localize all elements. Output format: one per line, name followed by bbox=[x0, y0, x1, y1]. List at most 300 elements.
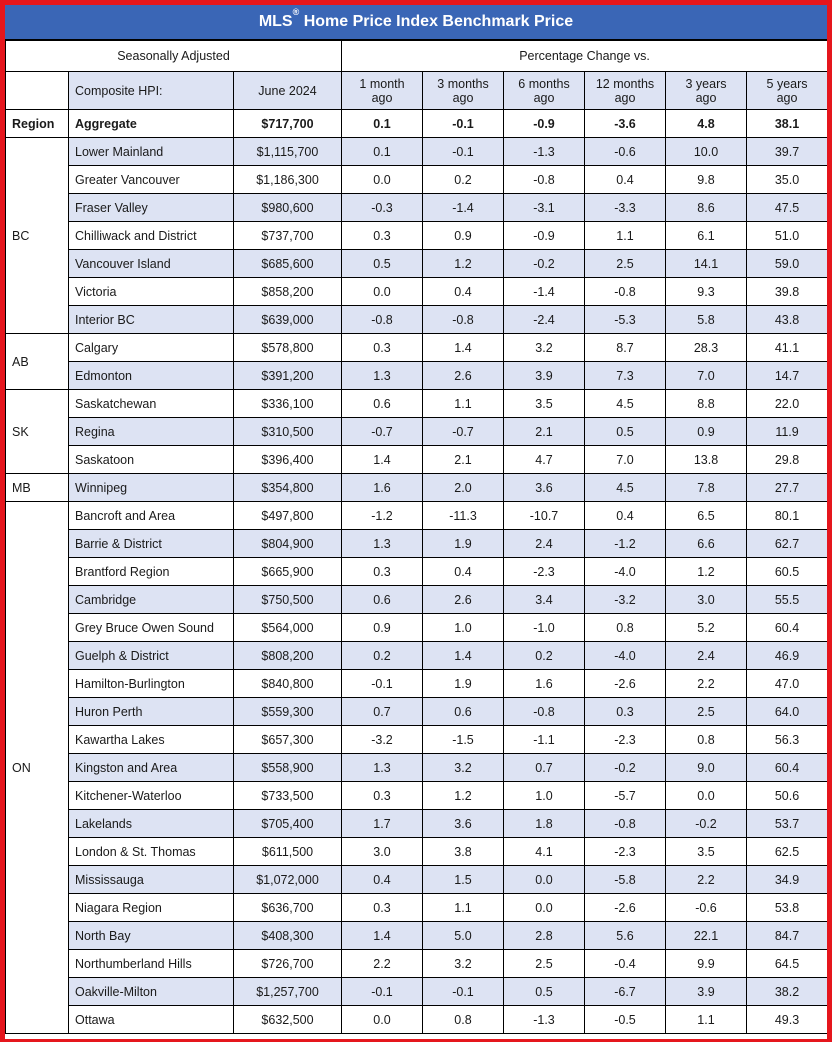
aggregate-y3: 4.8 bbox=[666, 110, 747, 138]
table-row bbox=[6, 698, 828, 726]
col-12-months: 12 months ago bbox=[585, 72, 666, 110]
cell-m6: -0.9 bbox=[504, 222, 585, 250]
cell-m3: 1.2 bbox=[423, 250, 504, 278]
cell-m12: 5.6 bbox=[585, 922, 666, 950]
cell-y3: 5.2 bbox=[666, 614, 747, 642]
cell-m12: -3.2 bbox=[585, 586, 666, 614]
table-row bbox=[6, 754, 828, 782]
area-name: Lower Mainland bbox=[69, 138, 234, 166]
cell-m12: 0.4 bbox=[585, 166, 666, 194]
registered-mark: ® bbox=[292, 7, 300, 17]
cell-m3: 2.1 bbox=[423, 446, 504, 474]
cell-m6: 2.8 bbox=[504, 922, 585, 950]
cell-y5: 41.1 bbox=[747, 334, 828, 362]
area-name: Oakville-Milton bbox=[69, 978, 234, 1006]
area-name: Kawartha Lakes bbox=[69, 726, 234, 754]
table-row bbox=[6, 726, 828, 754]
cell-m3: 0.4 bbox=[423, 278, 504, 306]
cell-m12: 0.8 bbox=[585, 614, 666, 642]
cell-m6: 3.2 bbox=[504, 334, 585, 362]
area-name: Calgary bbox=[69, 334, 234, 362]
region-cell: AB bbox=[6, 334, 69, 390]
cell-m12: -5.3 bbox=[585, 306, 666, 334]
aggregate-m12: -3.6 bbox=[585, 110, 666, 138]
cell-m12: -5.8 bbox=[585, 866, 666, 894]
cell-price: $726,700 bbox=[234, 950, 342, 978]
cell-m12: 4.5 bbox=[585, 474, 666, 502]
cell-m6: 3.6 bbox=[504, 474, 585, 502]
cell-y3: 9.9 bbox=[666, 950, 747, 978]
cell-y3: 7.0 bbox=[666, 362, 747, 390]
table-row bbox=[6, 222, 828, 250]
header-row-1 bbox=[6, 41, 828, 72]
cell-m12: 4.5 bbox=[585, 390, 666, 418]
cell-price: $632,500 bbox=[234, 1006, 342, 1034]
cell-m1: -0.1 bbox=[342, 978, 423, 1006]
aggregate-price: $717,700 bbox=[234, 110, 342, 138]
table-row bbox=[6, 390, 828, 418]
cell-m1: 1.3 bbox=[342, 754, 423, 782]
col-6-months: 6 months ago bbox=[504, 72, 585, 110]
table-row bbox=[6, 418, 828, 446]
cell-m3: 1.1 bbox=[423, 894, 504, 922]
cell-m12: 2.5 bbox=[585, 250, 666, 278]
cell-m3: 1.9 bbox=[423, 530, 504, 558]
cell-m12: -3.3 bbox=[585, 194, 666, 222]
aggregate-name: Aggregate bbox=[69, 110, 234, 138]
cell-y5: 38.2 bbox=[747, 978, 828, 1006]
cell-y3: 6.6 bbox=[666, 530, 747, 558]
cell-m3: -0.1 bbox=[423, 978, 504, 1006]
cell-m3: 0.6 bbox=[423, 698, 504, 726]
cell-y3: 14.1 bbox=[666, 250, 747, 278]
area-name: Winnipeg bbox=[69, 474, 234, 502]
cell-m1: -0.7 bbox=[342, 418, 423, 446]
col-5-years: 5 years ago bbox=[747, 72, 828, 110]
table-row bbox=[6, 838, 828, 866]
cell-m3: 0.8 bbox=[423, 1006, 504, 1034]
cell-m3: 1.5 bbox=[423, 866, 504, 894]
cell-m12: 0.3 bbox=[585, 698, 666, 726]
cell-y3: 8.8 bbox=[666, 390, 747, 418]
cell-m3: 1.0 bbox=[423, 614, 504, 642]
area-name: Chilliwack and District bbox=[69, 222, 234, 250]
cell-m12: -4.0 bbox=[585, 642, 666, 670]
area-name: Northumberland Hills bbox=[69, 950, 234, 978]
cell-price: $685,600 bbox=[234, 250, 342, 278]
cell-y3: 7.8 bbox=[666, 474, 747, 502]
table-row bbox=[6, 530, 828, 558]
cell-price: $310,500 bbox=[234, 418, 342, 446]
cell-y3: 2.5 bbox=[666, 698, 747, 726]
cell-m1: 0.0 bbox=[342, 166, 423, 194]
cell-y3: 22.1 bbox=[666, 922, 747, 950]
cell-m3: 3.2 bbox=[423, 950, 504, 978]
cell-m6: -1.3 bbox=[504, 1006, 585, 1034]
table-row bbox=[6, 278, 828, 306]
cell-m3: 1.4 bbox=[423, 334, 504, 362]
header-row-2 bbox=[6, 72, 828, 110]
col-3-years: 3 years ago bbox=[666, 72, 747, 110]
cell-price: $578,800 bbox=[234, 334, 342, 362]
cell-price: $1,072,000 bbox=[234, 866, 342, 894]
cell-m6: 0.2 bbox=[504, 642, 585, 670]
cell-m1: 0.0 bbox=[342, 1006, 423, 1034]
cell-price: $639,000 bbox=[234, 306, 342, 334]
cell-y3: 3.5 bbox=[666, 838, 747, 866]
title-text-rest: Home Price Index Benchmark Price bbox=[299, 13, 574, 30]
cell-price: $657,300 bbox=[234, 726, 342, 754]
cell-price: $808,200 bbox=[234, 642, 342, 670]
cell-m3: 2.6 bbox=[423, 586, 504, 614]
cell-m12: -2.3 bbox=[585, 838, 666, 866]
area-name: Mississauga bbox=[69, 866, 234, 894]
cell-m3: 3.2 bbox=[423, 754, 504, 782]
cell-m6: -10.7 bbox=[504, 502, 585, 530]
cell-price: $636,700 bbox=[234, 894, 342, 922]
cell-y5: 64.5 bbox=[747, 950, 828, 978]
cell-y3: 9.0 bbox=[666, 754, 747, 782]
cell-m6: 1.6 bbox=[504, 670, 585, 698]
area-name: Edmonton bbox=[69, 362, 234, 390]
cell-y5: 47.0 bbox=[747, 670, 828, 698]
cell-price: $733,500 bbox=[234, 782, 342, 810]
cell-m1: 0.2 bbox=[342, 642, 423, 670]
cell-y5: 84.7 bbox=[747, 922, 828, 950]
cell-price: $840,800 bbox=[234, 670, 342, 698]
cell-m3: -1.4 bbox=[423, 194, 504, 222]
cell-m1: 0.4 bbox=[342, 866, 423, 894]
area-name: Saskatchewan bbox=[69, 390, 234, 418]
cell-m1: 0.0 bbox=[342, 278, 423, 306]
cell-m6: -0.2 bbox=[504, 250, 585, 278]
area-name: Kitchener-Waterloo bbox=[69, 782, 234, 810]
cell-m6: 2.5 bbox=[504, 950, 585, 978]
cell-m1: -0.1 bbox=[342, 670, 423, 698]
cell-m3: 3.6 bbox=[423, 810, 504, 838]
table-row bbox=[6, 250, 828, 278]
seasonally-adjusted-label: Seasonally Adjusted bbox=[6, 41, 342, 72]
area-name: Niagara Region bbox=[69, 894, 234, 922]
cell-y5: 29.8 bbox=[747, 446, 828, 474]
cell-y3: 0.0 bbox=[666, 782, 747, 810]
cell-y3: 2.2 bbox=[666, 866, 747, 894]
cell-m12: 0.5 bbox=[585, 418, 666, 446]
table-row bbox=[6, 138, 828, 166]
cell-y3: 1.2 bbox=[666, 558, 747, 586]
cell-m1: 1.3 bbox=[342, 530, 423, 558]
table-row bbox=[6, 810, 828, 838]
cell-m1: -1.2 bbox=[342, 502, 423, 530]
cell-price: $858,200 bbox=[234, 278, 342, 306]
cell-m1: 1.7 bbox=[342, 810, 423, 838]
cell-y5: 50.6 bbox=[747, 782, 828, 810]
aggregate-m1: 0.1 bbox=[342, 110, 423, 138]
cell-y5: 80.1 bbox=[747, 502, 828, 530]
table-title bbox=[5, 5, 827, 40]
cell-y3: 2.2 bbox=[666, 670, 747, 698]
cell-price: $497,800 bbox=[234, 502, 342, 530]
cell-m6: -1.0 bbox=[504, 614, 585, 642]
cell-m1: 0.3 bbox=[342, 334, 423, 362]
cell-m3: 1.4 bbox=[423, 642, 504, 670]
table-row bbox=[6, 1006, 828, 1034]
col-1-month: 1 month ago bbox=[342, 72, 423, 110]
area-name: Brantford Region bbox=[69, 558, 234, 586]
cell-m1: 3.0 bbox=[342, 838, 423, 866]
area-name: Interior BC bbox=[69, 306, 234, 334]
cell-y3: 9.3 bbox=[666, 278, 747, 306]
cell-m3: 2.0 bbox=[423, 474, 504, 502]
cell-y3: 5.8 bbox=[666, 306, 747, 334]
cell-y5: 59.0 bbox=[747, 250, 828, 278]
cell-m12: 8.7 bbox=[585, 334, 666, 362]
cell-m6: 0.0 bbox=[504, 894, 585, 922]
cell-m3: -0.7 bbox=[423, 418, 504, 446]
cell-price: $1,257,700 bbox=[234, 978, 342, 1006]
cell-price: $737,700 bbox=[234, 222, 342, 250]
cell-y3: 3.9 bbox=[666, 978, 747, 1006]
table-row bbox=[6, 166, 828, 194]
cell-m3: 0.4 bbox=[423, 558, 504, 586]
cell-y5: 62.7 bbox=[747, 530, 828, 558]
table-row bbox=[6, 558, 828, 586]
cell-y5: 60.4 bbox=[747, 754, 828, 782]
cell-m3: 1.1 bbox=[423, 390, 504, 418]
area-name: Victoria bbox=[69, 278, 234, 306]
cell-m12: -0.2 bbox=[585, 754, 666, 782]
cell-m12: -5.7 bbox=[585, 782, 666, 810]
cell-m1: -0.3 bbox=[342, 194, 423, 222]
cell-price: $665,900 bbox=[234, 558, 342, 586]
area-name: Grey Bruce Owen Sound bbox=[69, 614, 234, 642]
cell-m6: 4.7 bbox=[504, 446, 585, 474]
pct-change-label: Percentage Change vs. bbox=[342, 41, 828, 72]
cell-price: $1,186,300 bbox=[234, 166, 342, 194]
cell-m6: 1.0 bbox=[504, 782, 585, 810]
cell-price: $354,800 bbox=[234, 474, 342, 502]
table-row bbox=[6, 866, 828, 894]
table-row bbox=[6, 614, 828, 642]
cell-m6: 2.4 bbox=[504, 530, 585, 558]
cell-m6: 0.5 bbox=[504, 978, 585, 1006]
cell-m1: 2.2 bbox=[342, 950, 423, 978]
table-row bbox=[6, 922, 828, 950]
cell-price: $408,300 bbox=[234, 922, 342, 950]
cell-y3: 6.5 bbox=[666, 502, 747, 530]
cell-m6: 3.5 bbox=[504, 390, 585, 418]
cell-m6: -0.8 bbox=[504, 698, 585, 726]
cell-m3: 0.9 bbox=[423, 222, 504, 250]
region-cell: ON bbox=[6, 502, 69, 1034]
cell-price: $564,000 bbox=[234, 614, 342, 642]
cell-price: $336,100 bbox=[234, 390, 342, 418]
cell-price: $705,400 bbox=[234, 810, 342, 838]
area-name: Greater Vancouver bbox=[69, 166, 234, 194]
cell-m12: 0.4 bbox=[585, 502, 666, 530]
header-blank bbox=[6, 72, 69, 110]
area-name: Saskatoon bbox=[69, 446, 234, 474]
table-row bbox=[6, 894, 828, 922]
area-name: Ottawa bbox=[69, 1006, 234, 1034]
table-row bbox=[6, 502, 828, 530]
cell-price: $611,500 bbox=[234, 838, 342, 866]
cell-m6: -1.3 bbox=[504, 138, 585, 166]
area-name: Fraser Valley bbox=[69, 194, 234, 222]
cell-m1: 1.4 bbox=[342, 446, 423, 474]
cell-y3: 9.8 bbox=[666, 166, 747, 194]
cell-price: $1,115,700 bbox=[234, 138, 342, 166]
cell-m12: -0.6 bbox=[585, 138, 666, 166]
cell-y5: 46.9 bbox=[747, 642, 828, 670]
cell-y3: 2.4 bbox=[666, 642, 747, 670]
cell-m1: 0.5 bbox=[342, 250, 423, 278]
cell-y5: 64.0 bbox=[747, 698, 828, 726]
cell-m3: 3.8 bbox=[423, 838, 504, 866]
region-cell: SK bbox=[6, 390, 69, 474]
table-row bbox=[6, 474, 828, 502]
cell-m1: 0.1 bbox=[342, 138, 423, 166]
cell-m3: -1.5 bbox=[423, 726, 504, 754]
cell-y5: 49.3 bbox=[747, 1006, 828, 1034]
cell-y3: 0.8 bbox=[666, 726, 747, 754]
cell-m12: -1.2 bbox=[585, 530, 666, 558]
cell-m12: -2.3 bbox=[585, 726, 666, 754]
cell-price: $396,400 bbox=[234, 446, 342, 474]
cell-m1: -3.2 bbox=[342, 726, 423, 754]
composite-hpi-label: Composite HPI: bbox=[69, 72, 234, 110]
cell-y5: 27.7 bbox=[747, 474, 828, 502]
cell-m12: 7.0 bbox=[585, 446, 666, 474]
region-header: Region bbox=[6, 110, 69, 138]
cell-m1: 1.4 bbox=[342, 922, 423, 950]
cell-y5: 53.7 bbox=[747, 810, 828, 838]
cell-m6: 1.8 bbox=[504, 810, 585, 838]
cell-m1: 0.3 bbox=[342, 558, 423, 586]
title-text: MLS bbox=[258, 13, 293, 30]
cell-m6: 3.4 bbox=[504, 586, 585, 614]
aggregate-y5: 38.1 bbox=[747, 110, 828, 138]
cell-y5: 53.8 bbox=[747, 894, 828, 922]
cell-y5: 47.5 bbox=[747, 194, 828, 222]
cell-m1: 0.6 bbox=[342, 586, 423, 614]
cell-m6: -0.8 bbox=[504, 166, 585, 194]
cell-m1: 0.3 bbox=[342, 782, 423, 810]
cell-m1: 0.3 bbox=[342, 222, 423, 250]
cell-m1: 0.3 bbox=[342, 894, 423, 922]
cell-m6: -3.1 bbox=[504, 194, 585, 222]
table-row bbox=[6, 950, 828, 978]
cell-y3: 6.1 bbox=[666, 222, 747, 250]
cell-m12: -2.6 bbox=[585, 670, 666, 698]
hpi-table bbox=[5, 40, 828, 1034]
area-name: Vancouver Island bbox=[69, 250, 234, 278]
table-row bbox=[6, 446, 828, 474]
cell-y5: 35.0 bbox=[747, 166, 828, 194]
cell-y5: 56.3 bbox=[747, 726, 828, 754]
cell-y5: 55.5 bbox=[747, 586, 828, 614]
aggregate-m6: -0.9 bbox=[504, 110, 585, 138]
cell-m6: 4.1 bbox=[504, 838, 585, 866]
cell-y5: 34.9 bbox=[747, 866, 828, 894]
cell-m1: 1.3 bbox=[342, 362, 423, 390]
cell-y5: 39.7 bbox=[747, 138, 828, 166]
region-cell: MB bbox=[6, 474, 69, 502]
area-name: Kingston and Area bbox=[69, 754, 234, 782]
cell-y3: 10.0 bbox=[666, 138, 747, 166]
cell-m3: 1.2 bbox=[423, 782, 504, 810]
cell-m12: -0.8 bbox=[585, 810, 666, 838]
cell-y3: 1.1 bbox=[666, 1006, 747, 1034]
cell-price: $559,300 bbox=[234, 698, 342, 726]
cell-m12: -0.8 bbox=[585, 278, 666, 306]
cell-y3: -0.2 bbox=[666, 810, 747, 838]
cell-m3: 0.2 bbox=[423, 166, 504, 194]
cell-m3: 2.6 bbox=[423, 362, 504, 390]
area-name: North Bay bbox=[69, 922, 234, 950]
cell-y3: 28.3 bbox=[666, 334, 747, 362]
cell-m6: 0.7 bbox=[504, 754, 585, 782]
area-name: Barrie & District bbox=[69, 530, 234, 558]
cell-m3: -0.8 bbox=[423, 306, 504, 334]
cell-m6: -2.3 bbox=[504, 558, 585, 586]
cell-m12: 1.1 bbox=[585, 222, 666, 250]
cell-y3: 13.8 bbox=[666, 446, 747, 474]
cell-m1: 1.6 bbox=[342, 474, 423, 502]
cell-y3: -0.6 bbox=[666, 894, 747, 922]
table-row bbox=[6, 586, 828, 614]
cell-price: $750,500 bbox=[234, 586, 342, 614]
cell-y3: 8.6 bbox=[666, 194, 747, 222]
cell-price: $391,200 bbox=[234, 362, 342, 390]
cell-price: $980,600 bbox=[234, 194, 342, 222]
cell-m1: 0.6 bbox=[342, 390, 423, 418]
cell-m6: 2.1 bbox=[504, 418, 585, 446]
cell-m3: -11.3 bbox=[423, 502, 504, 530]
cell-m12: -4.0 bbox=[585, 558, 666, 586]
area-name: Cambridge bbox=[69, 586, 234, 614]
cell-m6: -1.1 bbox=[504, 726, 585, 754]
table-row bbox=[6, 782, 828, 810]
table-row bbox=[6, 670, 828, 698]
cell-y5: 60.5 bbox=[747, 558, 828, 586]
cell-m12: -0.4 bbox=[585, 950, 666, 978]
table-row bbox=[6, 194, 828, 222]
aggregate-m3: -0.1 bbox=[423, 110, 504, 138]
cell-m1: 0.7 bbox=[342, 698, 423, 726]
cell-m12: -0.5 bbox=[585, 1006, 666, 1034]
cell-m1: 0.9 bbox=[342, 614, 423, 642]
area-name: Regina bbox=[69, 418, 234, 446]
area-name: Hamilton-Burlington bbox=[69, 670, 234, 698]
table-row bbox=[6, 334, 828, 362]
cell-m12: -2.6 bbox=[585, 894, 666, 922]
cell-price: $558,900 bbox=[234, 754, 342, 782]
cell-m6: 3.9 bbox=[504, 362, 585, 390]
period-label: June 2024 bbox=[234, 72, 342, 110]
cell-y5: 39.8 bbox=[747, 278, 828, 306]
cell-m12: -6.7 bbox=[585, 978, 666, 1006]
area-name: Bancroft and Area bbox=[69, 502, 234, 530]
cell-m1: -0.8 bbox=[342, 306, 423, 334]
cell-y5: 60.4 bbox=[747, 614, 828, 642]
area-name: Guelph & District bbox=[69, 642, 234, 670]
table-row bbox=[6, 306, 828, 334]
cell-y5: 22.0 bbox=[747, 390, 828, 418]
region-cell: BC bbox=[6, 138, 69, 334]
cell-m6: 0.0 bbox=[504, 866, 585, 894]
cell-m3: 1.9 bbox=[423, 670, 504, 698]
